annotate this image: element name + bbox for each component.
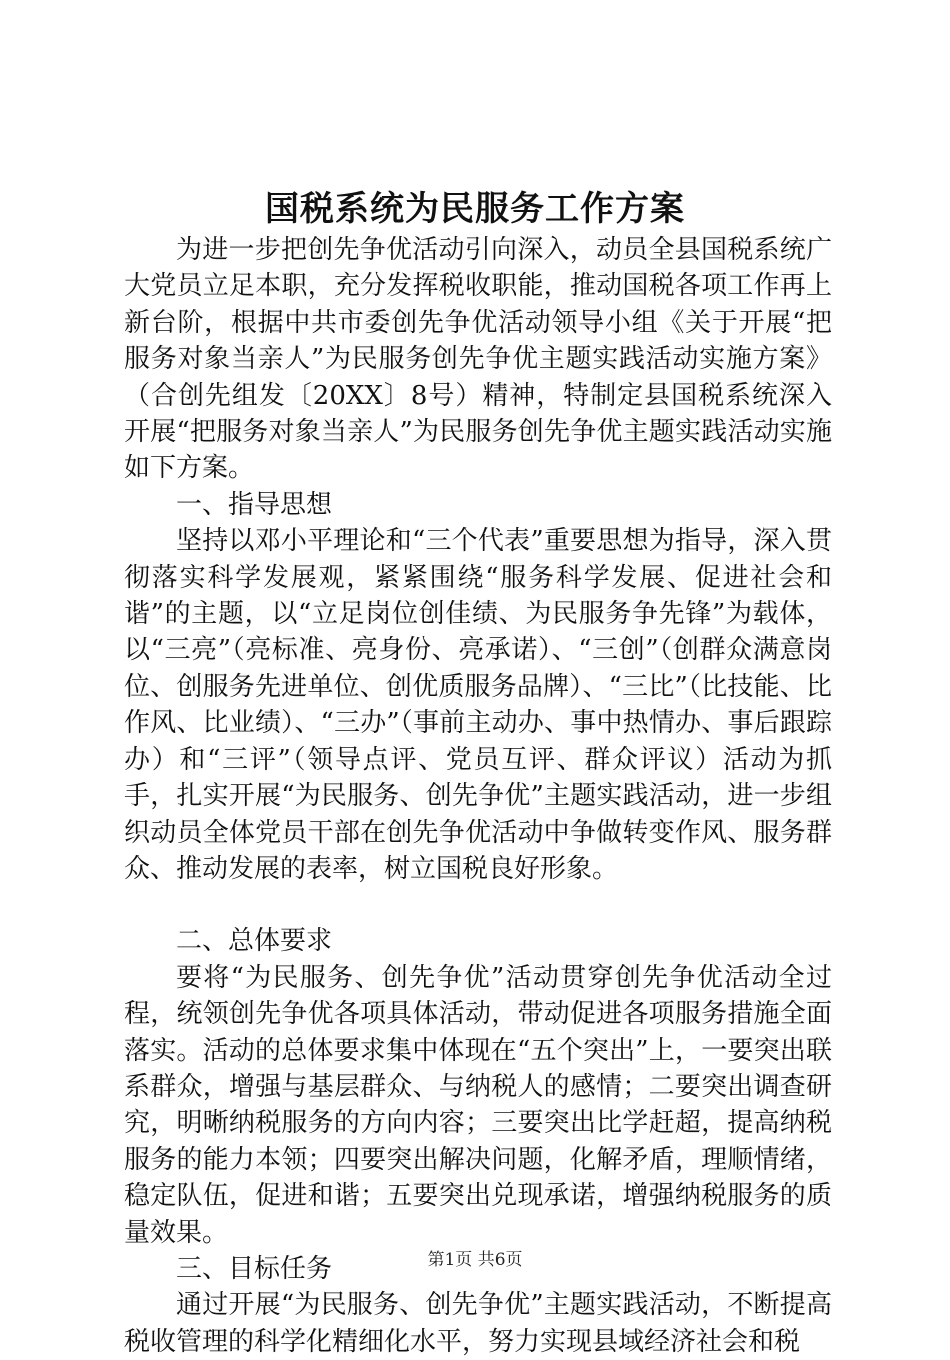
section-heading-goals-tasks: 三、目标任务 xyxy=(176,1253,333,1284)
section-heading-overall-requirements: 二、总体要求 xyxy=(176,926,333,957)
document-title: 国税系统为民服务工作方案 xyxy=(265,189,685,229)
section-heading-guiding-thought: 一、指导思想 xyxy=(176,489,333,520)
document-body xyxy=(124,232,832,1360)
goals-tasks-paragraph: 通过开展“为民服务、创先争优”主题实践活动，不断提高税收管理的科学化精细化水平，努力实现县域经济社会和税 xyxy=(124,1290,832,1357)
page-number-footer: 第1页 共6页 xyxy=(427,1250,523,1270)
intro-paragraph: 为进一步把创先争优活动引向深入，动员全县国税系统广大党员立足本职，充分发挥税收职能，推动国税各项工作再上新台阶，根据中共市委创先争优活动领导小组《关于开展“把服务对象当亲人”为民服务创先争优主题实践活动实施方案》（合创先组发〔20XX〕8号）精神，特制定县国税系统深入开展“把服务对象当亲人”为民服务创先争优主题实践活动实施如下方案。 xyxy=(124,235,832,484)
guiding-thought-paragraph: 坚持以邓小平理论和“三个代表”重要思想为指导，深入贯彻落实科学发展观，紧紧围绕“服务科学发展、促进社会和谐”的主题，以“立足岗位创佳绩、为民服务争先锋”为载体，以“三亮”（亮标准、亮身份、亮承诺）、“三创”（创群众满意岗位、创服务先进单位、创优质服务品牌）、“三比”（比技能、比作风、比业绩）、“三办”（事前主动办、事中热情办、事后跟踪办）和“三评”（领导点评、党员互评、群众评议）活动为抓手，扎实开展“为民服务、创先争优”主题实践活动，进一步组织动员全体党员干部在创先争优活动中争做转变作风、服务群众、推动发展的表率，树立国税良好形象。 xyxy=(124,526,832,884)
overall-requirements-paragraph: 要将“为民服务、创先争优”活动贯穿创先争优活动全过程，统领创先争优各项具体活动，带动促进各项服务措施全面落实。活动的总体要求集中体现在“五个突出”上，一要突出联系群众，增强与基层群众、与纳税人的感情；二要突出调查研究，明晰纳税服务的方向内容；三要突出比学赶超，提高纳税服务的能力本领；四要突出解决问题，化解矛盾，理顺情绪，稳定队伍，促进和谐；五要突出兑现承诺，增强纳税服务的质量效果。 xyxy=(124,962,832,1248)
